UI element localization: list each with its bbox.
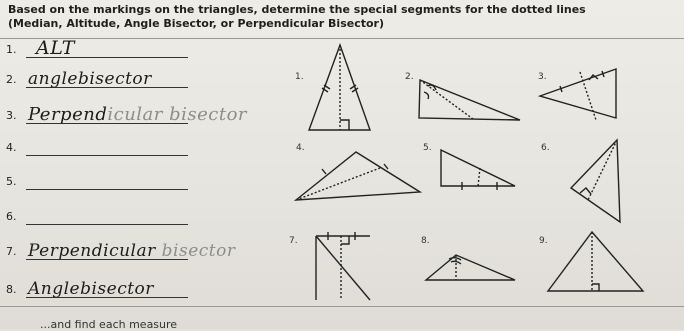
answer-number: 2. [6, 73, 17, 86]
figure-label-7: 7. [289, 236, 298, 246]
divider [0, 306, 684, 307]
handwritten-answer-dark: Perpendicular [28, 241, 156, 261]
handwritten-answer-faint: bisector [155, 241, 236, 261]
figure-label-4: 4. [296, 143, 305, 153]
figure-label-6: 6. [541, 143, 550, 153]
answer-number: 7. [6, 245, 17, 258]
handwritten-answer-faint: icular bisector [107, 104, 248, 125]
answer-number: 1. [6, 43, 17, 56]
figure-label-8: 8. [421, 236, 430, 246]
figure-label-2: 2. [405, 72, 414, 82]
figure-5-triangle [441, 150, 515, 190]
instructions-line-1: Based on the markings on the triangles, determine the special segments for the dotted lines [8, 3, 586, 16]
footer-instruction: ...and find each measure [40, 318, 178, 331]
figure-4-triangle [296, 152, 420, 200]
answer-number: 3. [6, 109, 17, 122]
figure-6-triangle [571, 140, 620, 222]
answer-number: 5. [6, 175, 17, 188]
handwritten-answer: Anglebisector [28, 279, 154, 299]
handwritten-answer: ALT [36, 37, 75, 59]
figure-2-triangle [419, 80, 520, 120]
figure-3-triangle [540, 69, 616, 120]
figure-label-9: 9. [539, 236, 548, 246]
figure-label-5: 5. [423, 143, 432, 153]
instructions-line-2: (Median, Altitude, Angle Bisector, or Perpendicular Bisector) [8, 17, 384, 30]
figure-7-figure [316, 232, 370, 300]
figure-8-triangle [426, 255, 515, 280]
handwritten-answer: anglebisector [28, 69, 152, 89]
figure-9-triangle [548, 232, 643, 291]
figure-label-1: 1. [295, 72, 304, 82]
answer-number: 4. [6, 141, 17, 154]
figure-label-3: 3. [538, 72, 547, 82]
figure-1-triangle [309, 45, 370, 130]
answer-number: 8. [6, 283, 17, 296]
handwritten-answer-dark: Perpend [28, 104, 108, 125]
answer-number: 6. [6, 210, 17, 223]
